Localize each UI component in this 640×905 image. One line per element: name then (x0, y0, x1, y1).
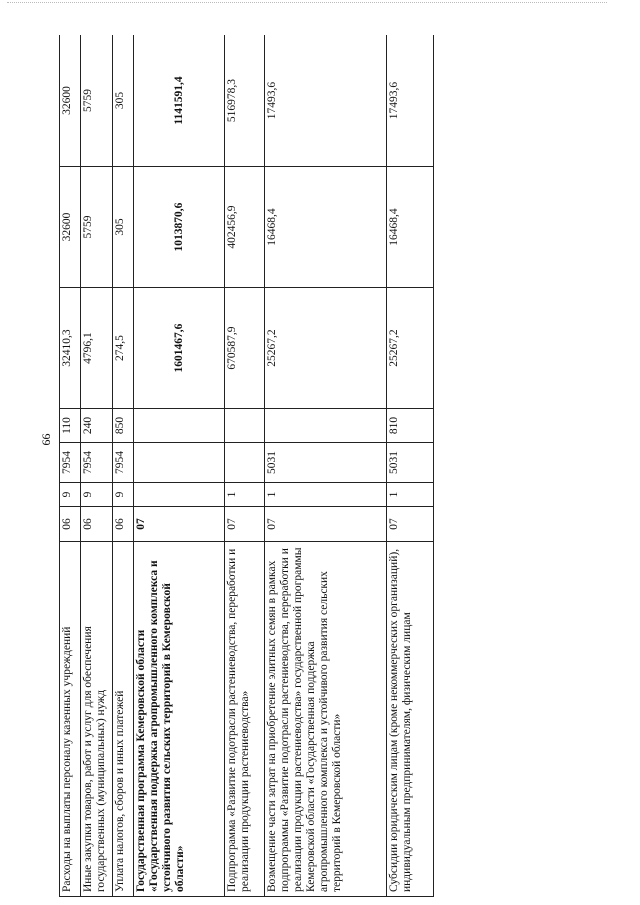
subsection-code-cell: 1 (225, 483, 265, 507)
budget-table-body (60, 35, 434, 897)
row-name-cell: Возмещение части затрат на приобретение элитных семян в рамках подпрограммы «Развитие подотрасли растениеводства, переработки и реализации продукции растениеводства» государственной программы Кемеровской области «Государственная поддержка агропромышленного комплекса и устойчивого развития сельских территорий в Кемеровской области» (265, 542, 387, 897)
amount-year2-cell: 1013870,6 (134, 167, 225, 288)
expense-kind-cell (134, 409, 225, 443)
expense-kind-cell: 810 (387, 409, 434, 443)
subsection-code-cell (134, 483, 225, 507)
expense-kind-cell: 850 (113, 409, 134, 443)
amount-year3-cell: 516978,3 (225, 35, 265, 167)
amount-year1-cell: 670587,9 (225, 288, 265, 409)
amount-year3-cell: 1141591,4 (134, 35, 225, 167)
expense-kind-cell (265, 409, 387, 443)
amount-year2-cell: 5759 (81, 167, 113, 288)
section-code-cell: 06 (60, 507, 81, 542)
amount-year1-cell: 274,5 (113, 288, 134, 409)
budget-table (59, 35, 434, 897)
expense-kind-cell: 110 (60, 409, 81, 443)
amount-year2-cell: 16468,4 (387, 167, 434, 288)
amount-year2-cell: 16468,4 (265, 167, 387, 288)
subsection-code-cell: 9 (113, 483, 134, 507)
target-code-cell (134, 443, 225, 483)
expense-kind-cell (225, 409, 265, 443)
top-scan-edge (7, 2, 607, 3)
subsection-code-cell: 1 (387, 483, 434, 507)
row-name-cell: Подпрограмма «Развитие подотрасли растениеводства, переработки и реализации продукции растениеводства» (225, 542, 265, 897)
expense-kind-cell: 240 (81, 409, 113, 443)
page-number: 99 (39, 433, 54, 446)
subsection-code-cell: 9 (81, 483, 113, 507)
amount-year3-cell: 32600 (60, 35, 81, 167)
table-row (113, 35, 134, 897)
section-code-cell: 06 (81, 507, 113, 542)
target-code-cell: 7954 (60, 443, 81, 483)
row-name-cell: Расходы на выплаты персоналу казенных учреждений (60, 542, 81, 897)
row-name-cell: Уплата налогов, сборов и иных платежей (113, 542, 134, 897)
target-code-cell: 5031 (265, 443, 387, 483)
target-code-cell (225, 443, 265, 483)
row-name-cell: Субсидии юридическим лицам (кроме некоммерческих организаций), индивидуальным предпринимателям, физическим лицам (387, 542, 434, 897)
subsection-code-cell: 9 (60, 483, 81, 507)
table-row (225, 35, 265, 897)
amount-year2-cell: 305 (113, 167, 134, 288)
target-code-cell: 7954 (113, 443, 134, 483)
subsection-code-cell: 1 (265, 483, 387, 507)
amount-year3-cell: 17493,6 (265, 35, 387, 167)
section-code-cell: 07 (265, 507, 387, 542)
section-code-cell: 07 (387, 507, 434, 542)
rotated-page-content (59, 35, 579, 897)
amount-year2-cell: 32600 (60, 167, 81, 288)
rotated-table-area (59, 35, 579, 897)
section-code-cell: 06 (113, 507, 134, 542)
target-code-cell: 5031 (387, 443, 434, 483)
amount-year1-cell: 1601467,6 (134, 288, 225, 409)
amount-year2-cell: 402456,9 (225, 167, 265, 288)
amount-year3-cell: 17493,6 (387, 35, 434, 167)
row-name-cell: Государственная программа Кемеровской области «Государственная поддержка агропромышленного комплекса и устойчивого развития сельских территорий в Кемеровской области» (134, 542, 225, 897)
amount-year3-cell: 305 (113, 35, 134, 167)
section-code-cell: 07 (134, 507, 225, 542)
amount-year1-cell: 25267,2 (387, 288, 434, 409)
table-row (134, 35, 225, 897)
table-row (265, 35, 387, 897)
amount-year3-cell: 5759 (81, 35, 113, 167)
row-name-cell: Иные закупки товаров, работ и услуг для обеспечения государственных (муниципальных) нужд (81, 542, 113, 897)
table-row (387, 35, 434, 897)
table-row (60, 35, 81, 897)
section-code-cell: 07 (225, 507, 265, 542)
amount-year1-cell: 4796,1 (81, 288, 113, 409)
target-code-cell: 7954 (81, 443, 113, 483)
table-row (81, 35, 113, 897)
amount-year1-cell: 32410,3 (60, 288, 81, 409)
amount-year1-cell: 25267,2 (265, 288, 387, 409)
